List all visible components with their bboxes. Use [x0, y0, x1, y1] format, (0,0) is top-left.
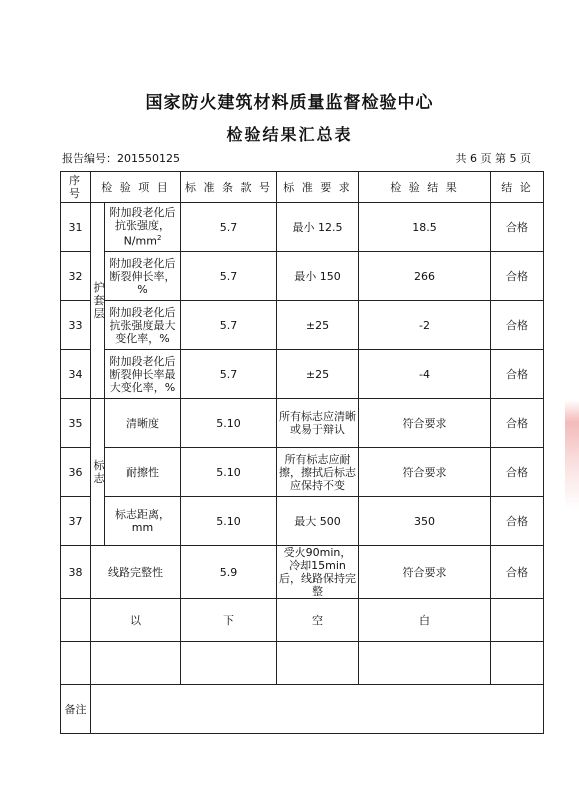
row-no: 38 — [61, 546, 91, 599]
col-header-clause: 标 准 条 款 号 — [181, 172, 277, 203]
row-result: 符合要求 — [359, 546, 491, 599]
row-result: -2 — [359, 301, 491, 350]
org-title: 国家防火建筑材料质量监督检验中心 — [145, 93, 434, 113]
row-conclusion: 合格 — [491, 252, 544, 301]
remark-row — [61, 685, 544, 734]
row-item: 线路完整性 — [91, 546, 181, 599]
blank-text-2: 下 — [181, 599, 277, 642]
row-no: 31 — [61, 203, 91, 252]
row-requirement: 所有标志应耐擦，擦拭后标志应保持不变 — [277, 448, 359, 497]
row-no: 37 — [61, 497, 91, 546]
row-item: 标志距离，mm — [105, 497, 181, 546]
row-clause: 5.7 — [181, 252, 277, 301]
table-row — [61, 546, 544, 599]
page-info: 共 6 页 第 5 页 — [455, 152, 531, 165]
row-requirement: ±25 — [277, 350, 359, 399]
row-requirement: 所有标志应清晰或易于辩认 — [277, 399, 359, 448]
row-no: 36 — [61, 448, 91, 497]
row-result: 18.5 — [359, 203, 491, 252]
row-result: 符合要求 — [359, 448, 491, 497]
table-row — [61, 301, 544, 350]
row-conclusion: 合格 — [491, 497, 544, 546]
row-item: 附加段老化后抗张强度最大变化率，% — [105, 301, 181, 350]
table-row — [61, 203, 544, 252]
table-row — [61, 497, 544, 546]
row-conclusion: 合格 — [491, 203, 544, 252]
remark-label: 备注 — [61, 685, 91, 734]
blank-text-1: 以 — [91, 599, 181, 642]
row-result: 266 — [359, 252, 491, 301]
col-header-result: 检 验 结 果 — [359, 172, 491, 203]
row-clause: 5.10 — [181, 399, 277, 448]
col-header-conclusion: 结 论 — [491, 172, 544, 203]
row-no: 33 — [61, 301, 91, 350]
table-row — [61, 399, 544, 448]
table-row — [61, 448, 544, 497]
row-conclusion: 合格 — [491, 546, 544, 599]
col-header-requirement: 标 准 要 求 — [277, 172, 359, 203]
table-row — [61, 252, 544, 301]
table-header-row — [61, 172, 544, 203]
row-item: 耐擦性 — [105, 448, 181, 497]
report-number: 报告编号：201550125 — [62, 152, 180, 165]
row-clause: 5.9 — [181, 546, 277, 599]
row-requirement: 最小 150 — [277, 252, 359, 301]
row-no: 32 — [61, 252, 91, 301]
col-header-no: 序号 — [61, 172, 91, 203]
row-item: 附加段老化后断裂伸长率，% — [105, 252, 181, 301]
col-header-item: 检 验 项 目 — [91, 172, 181, 203]
results-table — [60, 171, 544, 734]
row-conclusion: 合格 — [491, 399, 544, 448]
row-conclusion: 合格 — [491, 350, 544, 399]
blank-row-text — [61, 599, 544, 642]
blank-text-4: 白 — [359, 599, 491, 642]
row-requirement: 受火90min，冷却15min后，线路保持完整 — [277, 546, 359, 599]
row-requirement: ±25 — [277, 301, 359, 350]
row-clause: 5.10 — [181, 448, 277, 497]
row-clause: 5.7 — [181, 203, 277, 252]
row-requirement: 最小 12.5 — [277, 203, 359, 252]
blank-row — [61, 642, 544, 685]
blank-text-3: 空 — [277, 599, 359, 642]
remark-content — [91, 685, 544, 734]
row-clause: 5.10 — [181, 497, 277, 546]
row-item: 附加段老化后断裂伸长率最大变化率，% — [105, 350, 181, 399]
row-clause: 5.7 — [181, 301, 277, 350]
seal-stamp-edge — [565, 400, 579, 510]
group-label-sheath: 护套层 — [91, 203, 105, 399]
table-row — [61, 350, 544, 399]
row-requirement: 最大 500 — [277, 497, 359, 546]
row-result: 350 — [359, 497, 491, 546]
row-result: 符合要求 — [359, 399, 491, 448]
row-no: 35 — [61, 399, 91, 448]
doc-title: 检验结果汇总表 — [226, 125, 353, 144]
row-no: 34 — [61, 350, 91, 399]
row-item: 清晰度 — [105, 399, 181, 448]
group-label-mark: 标志 — [91, 399, 105, 546]
row-clause: 5.7 — [181, 350, 277, 399]
row-item: 附加段老化后抗张强度，$N/mm^2$ — [105, 203, 181, 252]
row-conclusion: 合格 — [491, 448, 544, 497]
row-conclusion: 合格 — [491, 301, 544, 350]
row-result: -4 — [359, 350, 491, 399]
